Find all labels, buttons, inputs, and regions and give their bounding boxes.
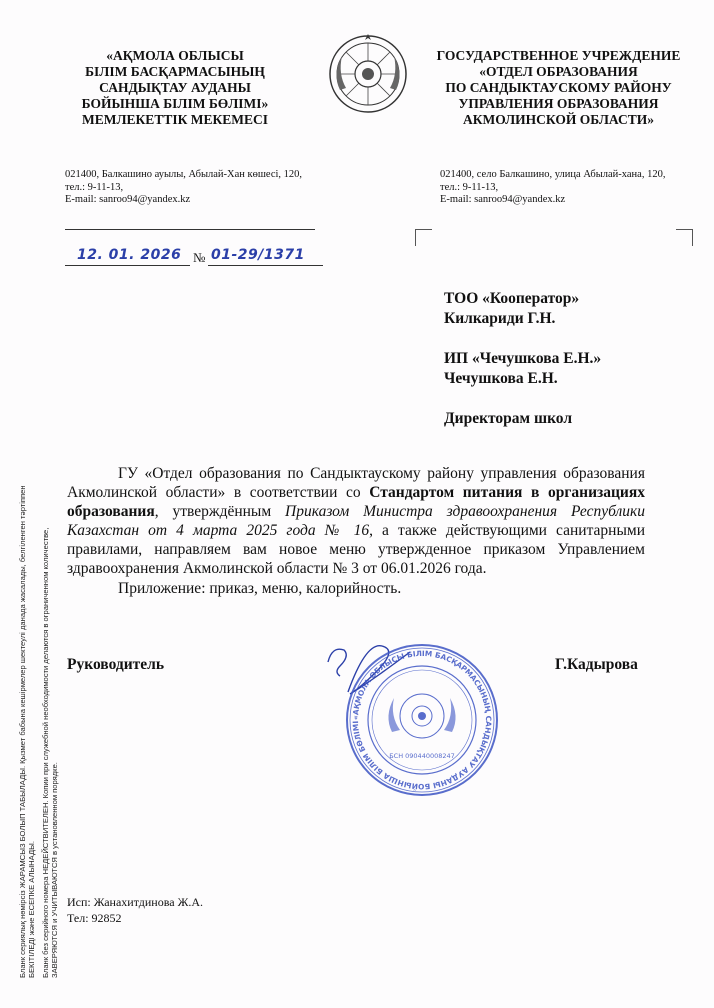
side-note-line-4: ЗАВЕРЯЮТСЯ и УЧИТЫВАЮТСЯ в установленном порядке. [50,762,59,978]
recipient-2-org: ИП «Чечушкова Е.Н.» [444,350,602,367]
address-kz [65,169,335,207]
separator-line [65,229,315,230]
recipient-2-person: Чечушкова Е.Н. [444,370,558,387]
header-kz-line: «АҚМОЛА ОБЛЫСЫ [106,48,244,63]
address-kz-line: E-mail: sanroo94@yandex.kz [65,194,191,205]
executor-block [67,894,203,926]
header-kz-line: БОЙЫНША БІЛІМ БӨЛІМІ» [81,96,269,111]
reg-date-underline [65,265,190,266]
header-kz-line: МЕМЛЕКЕТТІК МЕКЕМЕСІ [81,112,269,127]
header-kz-line: САНДЫҚТАУ АУДАНЫ [99,80,251,95]
spacer [444,389,694,409]
executor-name: Исп: Жанахитдинова Ж.А. [67,895,203,909]
address-ru-line: 021400, село Балкашино, улица Абылай-хана, 120, [440,169,666,180]
reg-number-label: № [193,250,206,265]
header-ru-line: АКМОЛИНСКОЙ ОБЛАСТИ» [463,112,654,127]
body-paragraph-2: Приложение: приказ, меню, калорийность. [118,580,402,597]
address-ru-line: E-mail: sanroo94@yandex.kz [440,194,566,205]
header-kz [55,48,295,128]
reg-number-underline [208,265,323,266]
address-ru-line: тел.: 9-11-13, [440,181,499,193]
header-ru-line: ПО САНДЫКТАУСКОМУ РАЙОНУ [445,80,672,95]
recipient-3: Директорам школ [444,410,573,427]
stamp-outer-text: «АҚМОЛА ОБЛЫСЫ БІЛІМ БАСҚАРМАСЫНЫҢ САНДЫҚТАУ АУДАНЫ БОЙЫНША БІЛІМ БӨЛІМІ [350,648,494,792]
recipient-1-org: ТОО «Кооператор» [444,290,580,307]
side-note-line-2: БЕКІТІЛЕДІ және ЕСЕПКЕ АЛЫНАДЫ. [27,841,36,978]
recipient-1-person: Килкариди Г.Н. [444,310,556,327]
executor-phone: Тел: 92852 [67,911,122,925]
signature-title: Руководитель [67,656,165,673]
official-stamp [344,642,500,798]
stamp-icon [344,642,500,798]
address-kz-line: тел.: 9-11-13, [65,181,124,193]
stamp-bin: БСН 090440008247 [389,752,455,760]
address-ru [440,169,700,207]
header-kz-line: БІЛІМ БАСҚАРМАСЫНЫҢ [85,64,265,79]
body-p1-bold: Стандартом питания в организациях образования [67,484,645,520]
address-kz-line: 021400, Балкашино ауылы, Абылай-Хан көшесі, 120, [65,169,303,180]
recipient-block [444,289,694,429]
spacer [444,329,694,349]
header-ru [416,48,701,128]
reg-number: 01-29/1371 [211,247,305,263]
body-p1-end: , а также действующими санитарными правилами, направляем вам новое меню утвержденное приказом Управлением здравоохранения Акмолинской области № 3 от 06.01.2026 года. [67,522,645,577]
body-p1-mid: , утверждённым [154,503,286,520]
state-emblem [326,30,410,114]
registration-line [65,247,335,269]
body-p1-start: ГУ «Отдел образования по Сандыктаускому району управления образования Акмолинской области» в соответствии со [67,465,645,501]
corner-bracket-right [676,229,693,246]
header-ru-line: «ОТДЕЛ ОБРАЗОВАНИЯ [479,64,638,79]
body-p1-italic: Приказом Министра здравоохранения Республики Казахстан от 4 марта 2025 года № 16 [67,503,645,539]
signature-name: Г.Кадырова [555,656,638,673]
header-ru-line: УПРАВЛЕНИЯ ОБРАЗОВАНИЯ [458,96,659,111]
side-note-line-3: Бланк без серийного номера НЕДЕЙСТВИТЕЛЕН. Копии при служебной необходимости делаются в ограниченном количестве, [41,527,50,978]
emblem-icon [326,30,410,114]
side-note-line-1: Бланк сериялық нөмірсіз ЖАРАМСЫЗ БОЛЫП ТАБЫЛАДЫ. Қызмет бабына кешірмелер шектеулі данада жасалады, белгіленген тәртіппен [18,485,27,978]
corner-bracket-left [415,229,432,246]
reg-date: 12. 01. 2026 [77,247,182,263]
letter-body [67,464,645,598]
body-paragraph-1 [67,464,645,578]
header-ru-line: ГОСУДАРСТВЕННОЕ УЧРЕЖДЕНИЕ [436,48,681,63]
